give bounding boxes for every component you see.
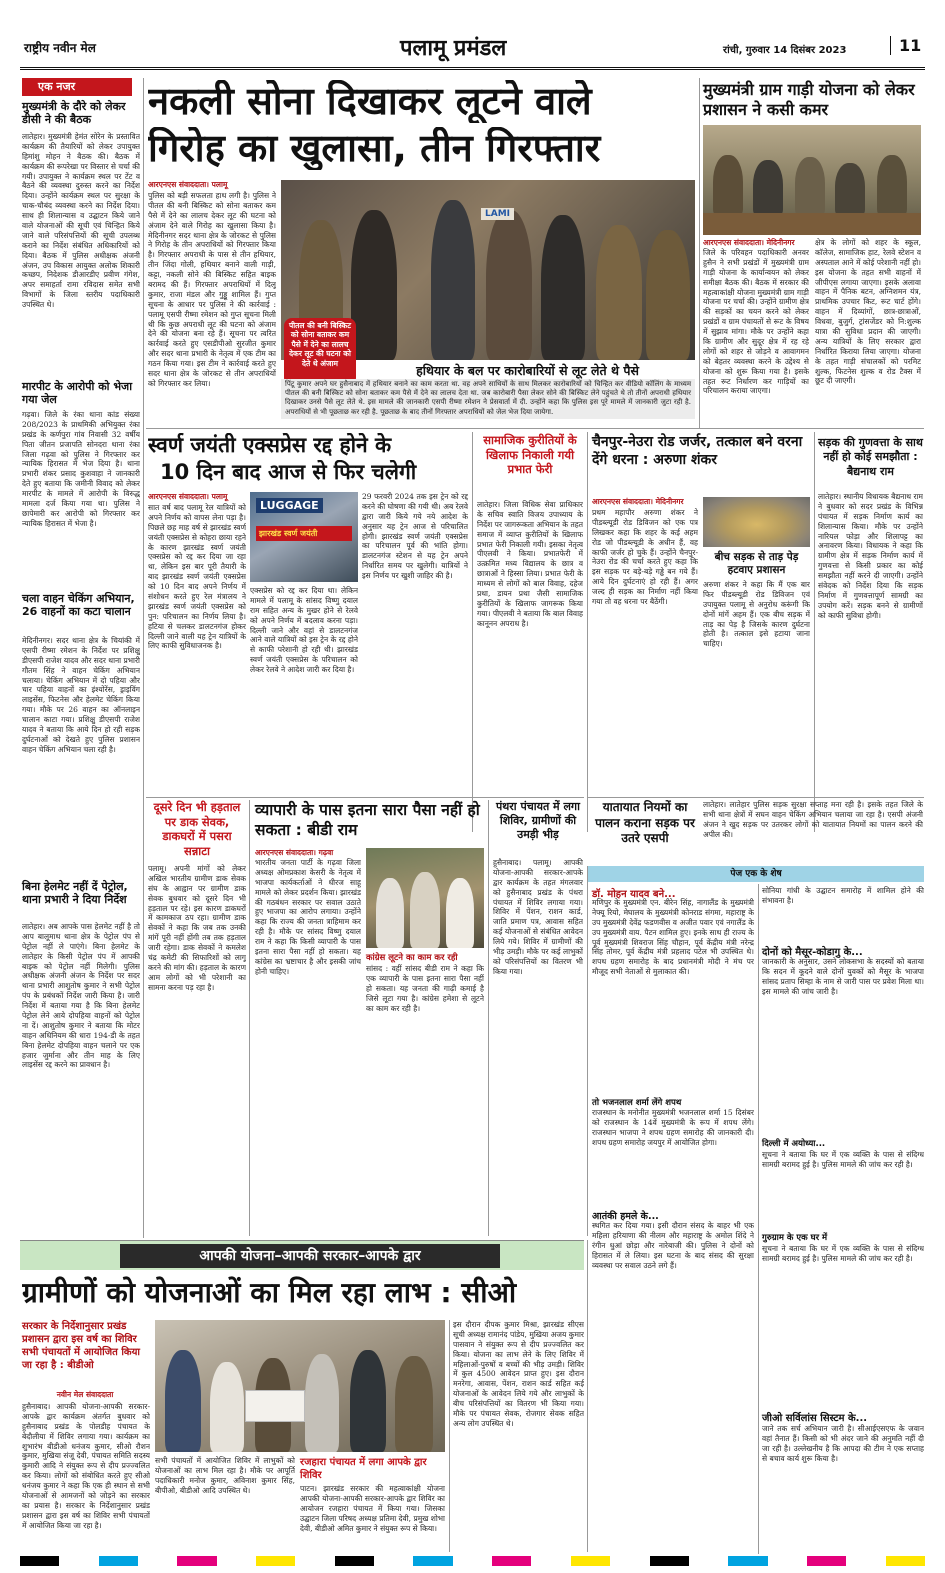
masthead	[20, 26, 925, 70]
lead-body: पुलिस को बड़ी सफलता हाथ लगी है। पुलिस ने पीतल की बनी बिस्किट को सोना बताकर कम पैसे में देने का लालच देकर लूट की घटना को अंजाम देने वाले गिरोह का खुलासा किया है। मेदिनीनगर सदर थाना क्षेत्र के जोरकट से पुलिस ने गिरोह के तीन अपराधियों को गिरफ्तार किया है। गिरफ्तार अपराधी के पास से तीन हथियार, तीन जिंदा गोली, हथियार बनाने वाली गाड़ी, कट्टा, नकली सोने की बिस्किट सहित बाइक बरामद की हैं। गिरफ्तार अपराधियों में दिलू कुमार, राजा मंडल और गुड्डू शामिल हैं। गुप्त सूचना के आधार पर पुलिस ने की कार्रवाई : पलामू एसपी रीष्मा रमेशन को गुप्त सूचना मिली थी कि कुछ अपराधी लूट की घटना को अंजाम देने की योजना बना रहे हैं। सूचना पर त्वरित कार्रवाई करते हुए एसडीपीओ सुरजीत कुमार और सदर थाना प्रभारी के नेतृत्व में एक टीम का गठन किया गया। इस टीम ने कार्रवाई करते हुए सदर थाना क्षेत्र के जोरकट से तीन अपराधियों को गिरफ्तार कर लिया।	[148, 191, 276, 388]
shesh-item-7-body: जाने तक सर्च अभियान जारी है। सीआईएसएफ के जवान वहां तैनात हैं। किसी को भी अंदर जाने की अनुमति नहीं दी जा रही है। उल्लेखनीय है कि आपदा की टीम ने एक सप्ताह से बचाव कार्य शुरू किया है।	[762, 1424, 924, 1463]
yatayat-headline: यातायात नियमों का पालन कराना सड़क पर उतरे एसपी	[595, 800, 695, 846]
column-divider	[249, 800, 250, 1236]
sadak-headline: सड़क की गुणवत्ता के साथ नहीं हो कोई समझौता : बैद्यनाथ राम	[818, 436, 923, 478]
shesh-item-7-title: जीओ सर्विलांस सिस्टम के...	[762, 1413, 868, 1424]
swarna-body-col2: एक्सप्रेस को रद्द कर दिया था। लेकिन मामले में पलामू के सांसद विष्णु दयाल राम सहित अन्य के मुखर होने से रेलवे को अपने निर्णय में बदलाव करना पड़ा। दिल्ली जाने और वहां से डालटनगंज आने वाले यात्रियों को इस ट्रेन के रद्द होने से काफी परेशानी हो रही थी। झारखंड स्वर्ण जयंती एक्सप्रेस के परिचालन को लेकर रेलवे ने आदेश जारी कर दिया है।	[250, 586, 358, 675]
co-body-4: इस दौरान दीपक कुमार मिश्रा, झारखंड सीएस सूची अध्यक्ष रामानंद पांडेय, मुखिया अजय कुमार पासवान ने संयुक्त रूप से दीप प्रज्ज्वलित कर किया। योजना का लाभ लेने के लिए शिविर में महिलाओं-पुरुषों व बच्चों की भीड़ उमड़ी। शिविर में कुल 4500 आवेदन प्राप्त हुए। इस दौरान मनरेगा, आवास, पेंशन, राशन कार्ड सहित कई योजनाओं के आवेदन लिये गये और लाभुकों के बीच परिसंपत्तियों का वितरण भी किया गया। मौके पर पंचायत सेवक, रोजगार सेवक सहित अन्य लोग उपस्थित थे।	[453, 1320, 584, 1428]
swarna-body-col3: 29 फरवरी 2024 तक इस ट्रेन को रद्द करने की घोषणा की गयी थी। अब रेलवे द्वारा जारी किये गये नये आदेश के अनुसार यह ट्रेन आज से परिचालित होगी। झारखंड स्वर्ण जयंती एक्सप्रेस का परिचालन पूर्व की भांति होगा। डालटनगंज स्टेशन से यह ट्रेन अपने निर्धारित समय पर खुलेगी। यात्रियों ने इस निर्णय पर खुशी जाहिर की है।	[362, 492, 468, 581]
yatayat-body: लातेहार। लातेहार पुलिस सड़क सुरक्षा सप्ताह मना रही है। इसके तहत जिले के सभी थाना क्षेत्रों में सघन वाहन चेकिंग अभियान चलाया जा रहा है। एसपी अंजनी अंजन ने खुद सड़क पर उतरकर लोगों को यातायात नियमों का पालन करने की अपील की।	[703, 800, 923, 839]
chainpur-photo-caption: बीच सड़क से ताड़ पेड़ हटवाए प्रशासन	[714, 551, 799, 577]
samajik-body: लातेहार। जिला विधिक सेवा प्राधिकार के सचिव स्वाति विजय उपाध्याय के निर्देश पर जागरूकता अभियान के तहत समाज में व्याप्त कुरीतियों के खिलाफ प्रभात फेरी निकाली गयी। इसका नेतृत्व पीएलवी ने किया। प्रभातफेरी में उत्क्रमित मध्य विद्यालय के छात्र व छात्राओं ने हिस्सा लिया। प्रभात फेरी के माध्यम से लोगों को बाल विवाह, दहेज प्रथा, डायन प्रथा जैसी सामाजिक कुरीतियों के खिलाफ जागरूक किया गया। पीएलवी ने बताया कि बाल विवाह कानूनन अपराध है।	[477, 500, 583, 628]
shesh-item-4-body: जानकारी के अनुसार, उसने लोकसभा के सदस्यों को बताया कि सदन में कूदने वाले दोनों युवकों को मैसूर के भाजपा सांसद प्रताप सिम्हा के नाम से जारी पास पर प्रवेश मिला था। इस मामले की जांच जारी है।	[762, 957, 924, 996]
train-board: झारखंड स्वर्ण जयंती	[256, 526, 352, 541]
ek-nazar-item-3-title: चला वाहन चेकिंग अभियान, 26 वाहनों का कटा चालान	[22, 592, 135, 619]
column-divider	[814, 432, 815, 832]
shesh-item-5-body: सूचना ने बताया कि घर में एक व्यक्ति के पास से संदिग्ध सामग्री बरामद हुई है। पुलिस मामले की जांच कर रही है।	[762, 1150, 924, 1169]
section-divider	[587, 797, 924, 798]
column-divider	[587, 1240, 588, 1552]
cm-gadi-byline: आरएनएस संवाददाता। मेदिनीनगर	[703, 238, 795, 247]
column-divider	[488, 800, 489, 1236]
luggage-sign: LUGGAGE	[256, 498, 323, 513]
dusre-din-headline: दूसरे दिन भी हड़ताल पर डाक सेवक, डाकघरों में पसरा सन्नाटा	[153, 800, 241, 859]
column-divider	[758, 884, 759, 1554]
vyapari-photo-caption: कांग्रेस लूटने का काम कर रही	[366, 953, 458, 963]
co-body-3: पाटन। झारखंड सरकार की महत्वाकांक्षी योजना आपकी योजना-आपकी सरकार-आपके द्वार शिविर का आयोजन रजहारा पंचायत में किया गया। जिसका उद्घाटन जिला परिषद अध्यक्ष प्रतिमा देवी, प्रमुख शोभा देवी, बीडीओ अमित कुमार ने संयुक्त रूप से किया।	[300, 1484, 445, 1533]
lead-photo-caption: हथियार के बल पर कारोबारियों से लूट लेते थे पैसे	[416, 363, 639, 378]
co-byline: नवीन मेल संवाददाता	[56, 1390, 114, 1399]
vyapari-byline: आरएनएस संवाददाता। गढ़वा	[255, 848, 334, 857]
shesh-item-3-title: आतंकी हमले के...	[592, 1211, 659, 1222]
shesh-item-2-body: राजस्थान के मनोनीत मुख्यमंत्री भजनलाल शर्मा 15 दिसंबर को राजस्थान के 14वें मुख्यमंत्री के रूप में शपथ लेंगे। राजस्थान भाजपा ने शपथ ग्रहण समारोह की जानकारी दी। शपथ ग्रहण समारोह जयपुर में आयोजित होगा।	[592, 1108, 754, 1147]
section-title: पलामू प्रमंडल	[400, 36, 507, 61]
ek-nazar-item-3-body: मेदिनीनगर। सदर थाना क्षेत्र के चियांकी में एसपी रीष्मा रमेशन के निर्देश पर प्रशिक्षु डीएसपी राजेश यादव और सदर थाना प्रभारी गौतम सिंह ने वाहन चेकिंग अभियान चलाया। चेकिंग अभियान में दो पहिया और चार पहिया वाहनों का इंश्योरेंस, ड्राइविंग लाइसेंस, फिटनेस और हेलमेट चेकिंग किया गया। मौके पर 26 वाहन का ऑनलाइन चालान काटा गया। प्रशिक्षु डीएसपी राजेश यादव ने बताया कि आये दिन हो रही सड़क दुर्घटनाओं को देखते हुए पुलिस प्रशासन वाहन चेकिंग अभियान चला रही है।	[22, 636, 140, 754]
chainpur-body: प्रथम महापौर अरुणा शंकर ने पीडब्ल्यूडी रोड डिविजन को एक पत्र लिखकर कहा कि शहर के कई अहम रोड जो पीडब्ल्यूडी के अधीन हैं, वह काफी जर्जर हो चुके हैं। उन्होंने चैनपुर-नेउरा रोड की चर्चा करते हुए कहा कि इस सड़क पर बड़े-बड़े गड्ढे बन गये हैं। आये दिन दुर्घटनाएं हो रही हैं। अगर जल्द ही सड़क का निर्माण नहीं किया गया तो वह धरना पर बैठेंगी।	[592, 508, 698, 607]
column-divider	[143, 78, 144, 1238]
panchayat-body: हुसैनाबाद। पलामू। आपकी योजना-आपकी सरकार-आपके द्वार कार्यक्रम के तहत मंगलवार को हुसैनाबाद प्रखंड के पंथरा पंचायत में शिविर लगाया गया। शिविर में पेंशन, राशन कार्ड, जाति प्रमाण पत्र, आवास सहित कई योजनाओं से संबंधित आवेदन लिये गये। शिविर में ग्रामीणों की भीड़ उमड़ी। मौके पर कई लाभुकों को परिसंपत्तियों का वितरण भी किया गया।	[493, 858, 583, 976]
lead-caption-body: पिंटू कुमार अपने घर हुसैनाबाद में हथियार बनाने का काम करता था. वह अपने साथियों के साथ मिलकर कारोबारियों को चिन्हित कर वीडियो कॉलिंग के माध्यम पीतल की बनी बिस्किट को सोना बताकर कम पैसे में देने का लालच देता था. जब कारोबारी पैसा लेकर सोने की बिस्किट लेने पहुंचते थे तो तीनों अपराधी हथियार दिखाकर उनसे पैसे लूट लेते थे. इस मामले की जानकारी एसपी रीष्मा रमेशन ने प्रेसवार्ता में दी. उन्होंने कहा कि पुलिस इस पूरे मामले में जानकारी जुटा रही है. अपराधियों से भी पूछताछ कर रही है. पूछताछ के बाद तीनों गिरफ्तार अपराधियों को जेल भेज दिया जायेगा.	[281, 379, 695, 419]
vyapari-body-2: सांसद : वहीं सांसद बीडी राम ने कहा कि एक व्यापारी के पास इतना सारा पैसा नहीं हो सकता। यह जनता की गाढ़ी कमाई है जिसे लूटा गया है। कांग्रेस हमेशा से लूटने का काम कर रही है।	[366, 964, 484, 1013]
chainpur-photo	[703, 497, 810, 547]
lead-byline: आरएनएस संवाददाता। पलामू	[148, 180, 228, 189]
co-kicker: सरकार के निर्देशानुसार प्रखंड प्रशासन द्वारा इस वर्ष का शिविर सभी पंचायतों में आयोजित किया जा रहा है : बीडीओ	[22, 1321, 140, 1371]
swarna-byline: आरएनएस संवाददाता। पलामू	[148, 492, 228, 501]
vyapari-headline: व्यापारी के पास इतना सारा पैसा नहीं हो सकता : बीडी राम	[255, 801, 480, 840]
vyapari-photo	[366, 848, 484, 948]
swarna-headline-line2: 10 दिन बाद आज से फिर चलेगी	[160, 460, 417, 484]
shesh-item-6-body: सूचना ने बताया कि घर में एक व्यक्ति के पास से संदिग्ध सामग्री बरामद हुई है। पुलिस मामले की जांच कर रही है।	[762, 1244, 924, 1263]
lead-headline-line1: नकली सोना दिखाकर लूटने वाले	[148, 80, 592, 123]
color-registration-strip	[20, 1556, 925, 1566]
co-body: हुसैनाबाद। आपकी योजना-आपकी सरकार-आपके द्वार कार्यक्रम अंतर्गत बुधवार को हुसैनाबाद प्रखंड के पोलडीह पंचायत के बेदौलीया में शिविर लगाया गया। कार्यक्रम का शुभारंभ बीडीओ धनंजय कुमार, सीओ रौशन कुमार, मुखिया संजू देवी, पंचायत समिति सदस्य कुमारी आदि ने संयुक्त रूप से दीप प्रज्ज्वलित कर किया। लोगों को संबोधित करते हुए सीओ धनंजय कुमार ने कहा कि एक ही स्थान से सभी योजनाओं से आमजनों को जोड़ने का सरकार का प्रयास है। सरकार के निर्देशानुसार प्रखंड प्रशासन द्वारा इस वर्ष का शिविर सभी पंचायतों में आयोजित किया जा रहा है।	[22, 1402, 150, 1530]
yojana-banner	[20, 1240, 584, 1270]
sadak-body: लातेहार। स्थानीय विधायक बैद्यनाथ राम ने बुधवार को सदर प्रखंड के विभिन्न पंचायत में सड़क निर्माण कार्य का शिलान्यास किया। मौके पर उन्होंने नारियल फोड़ा और शिलापट्ट का अनावरण किया। विधायक ने कहा कि ग्रामीण क्षेत्र में सड़क निर्माण कार्य में गुणवत्ता से किसी प्रकार का कोई समझौता नहीं करने दी जाएगी। उन्होंने संवेदक को निर्देश दिया कि सड़क निर्माण में गुणवत्तापूर्ण सामग्री का उपयोग करें। सड़क बनने से ग्रामीणों को काफी सुविधा होगी।	[818, 492, 923, 620]
shesh-band: पेज एक के शेष	[588, 866, 924, 882]
column-divider	[472, 432, 473, 832]
swarna-headline-line1: स्वर्ण जयंती एक्सप्रेस रद्द होने के	[148, 433, 392, 457]
cm-gadi-body-2: क्षेत्र के लोगों को शहर के स्कूल, कॉलेज, सामाजिक हाट, रेलवे स्टेशन व अस्पताल आने में कोई परेशानी नहीं हो। इस योजना के तहत सभी वाहनों में जीपीएस लगाया जाएगा। इसके अलावा वाहन में पैनिक बटन, अग्निशमन यंत्र, प्राथमिक उपचार किट, रूट चार्ट होंगे। वाहन में दिव्यांगों, छात्र-छात्राओं, विधवा, बुजुर्ग, ट्रांसजेंडर को नि:शुल्क यात्रा की सुविधा प्रदान की जाएगी। अन्य यात्रियों के लिए सरकार द्वारा निर्धारित किराया लिया जाएगा। योजना के तहत गाड़ी संचालकों को परमिट शुल्क, फिटनेस शुल्क व रोड टैक्स में छूट दी जाएगी।	[815, 238, 921, 386]
chainpur-body-2: अरुणा शंकर ने कहा कि मैं एक बार फिर पीडब्ल्यूडी रोड डिविजन एवं उपायुक्त पलामू से अनुरोध करूंगी कि दोनों मांगें अहम हैं। एक बीच सड़क में ताड़ का पेड़ है जिसके कारण दुर्घटना होती है। तत्काल इसे हटाया जाना चाहिए।	[703, 580, 810, 649]
chainpur-byline: आरएनएस संवाददाता। मेदिनीनगर	[592, 497, 684, 506]
section-divider	[146, 797, 584, 798]
ek-nazar-label: एक नजर	[22, 78, 132, 96]
shesh-item-3-body: स्थगित कर दिया गया। इसी दौरान संसद के बाहर भी एक महिला हरियाणा की नीलम और महाराष्ट्र के अमोल शिंदे ने रंगीन धुआं छोड़ा और नारेबाजी की। पुलिस ने दोनों को हिरासत में ले लिया। इस घटना के बाद संसद की सुरक्षा व्यवस्था पर सवाल उठने लगे हैं।	[592, 1221, 754, 1270]
ek-nazar-item-2-title: मारपीट के आरोपी को भेजा गया जेल	[22, 380, 133, 407]
co-headline: ग्रामीणों को योजनाओं का मिल रहा लाभ : सीओ	[22, 1276, 517, 1309]
ek-nazar-item-1-body: लातेहार। मुख्यमंत्री हेमंत सोरेन के प्रस्तावित कार्यक्रम की तैयारियों को लेकर उपायुक्त हिमांशु मोहन ने बैठक की। बैठक में कार्यक्रम की रूपरेखा पर विस्तार से चर्चा की गयी। उपायुक्त ने कार्यक्रम स्थल पर टेंट व बैठने की व्यवस्था दुरुस्त करने का निर्देश दिया। उन्होंने कार्यक्रम स्थल पर सुरक्षा के चाक-चौबंद व्यवस्था करने का निर्देश दिया। साथ ही शिलान्यास व उद्घाटन किये जाने वाले योजनाओं की सूची एवं चिन्हित किये जाने वाले परिसंपत्तियों की सूची उपलब्ध कराने का निर्देश संबंधित अधिकारियों को दिया। बैठक में पुलिस अधीक्षक अंजनी अंजन, उप विकास आयुक्त अलोक शिकारी कच्छप, निदेशक डीआरडीए प्रवीण गंगेश, अपर समाहर्ता रामा रविदास समेत सभी विभागों के जिला स्तरीय पदाधिकारी उपस्थित थे।	[22, 132, 140, 310]
shesh-item-4-title: दोनों को मैसूर-कोडागु के...	[762, 947, 863, 958]
swarna-photo	[250, 492, 358, 582]
panchayat-headline: पंथरा पंचायत में लगा शिविर, ग्रामीणों की उमड़ी भीड़	[496, 800, 580, 842]
cm-gadi-body: जिले के परिवहन पदाधिकारी अनवर हुसैन ने सभी प्रखंडों में मुख्यमंत्री ग्राम गाड़ी योजना के कार्यान्वयन को लेकर समीक्षा बैठक की। बैठक में सरकार की महत्वाकांक्षी योजना मुख्यमंत्री ग्राम गाड़ी योजना पर चर्चा की। उन्होंने ग्रामीण क्षेत्र की सड़कों का चयन करने को लेकर प्रखंडों व ग्राम पंचायतों से रूट के विषय में सुझाव मांगा। मौके पर उन्होंने कहा कि ग्रामीण और सुदूर क्षेत्र में रह रहे लोगों को शहर से जोड़ने व आवागमन को बेहतर व्यवस्था करने के उद्देश्य से योजना को शुरू किया गया है। इसके तहत रूट निर्धारण कर गाड़ियों का परिचालन कराया जाएगा।	[703, 248, 809, 396]
ek-nazar-item-4-body: लातेहार। अब आपके पास हेलमेट नहीं है तो आप बालूमाथ थाना क्षेत्र के पेट्रोल पंप से पेट्रोल नहीं ले पाएंगे। बिना हेलमेट के लातेहार के किसी पेट्रोल पंप में आपकी बाइक को पेट्रोल नहीं मिलेगी। पुलिस अधीक्षक अंजनी अंजन के निर्देश पर सदर थाना प्रभारी आशुतोष कुमार ने सभी पेट्रोल पंप के प्रबंधकों निर्देश जारी किया है। जारी निर्देश में बताया गया है कि बिना हेलमेट पेट्रोल लेने आये दोपहिया वाहनों को पेट्रोल ना दें। आशुतोष कुमार ने बताया कि मोटर वाहन अधिनियम की धारा 194-डी के तहत बिना हेलमेट दोपहिया वाहन चलाने पर एक हजार जुर्माना और तीन माह के लिए लाइसेंस रद्द करने का प्रावधान है।	[22, 922, 140, 1070]
co-body-2: सभी पंचायतों में आयोजित शिविर में लाभुकों को योजनाओं का लाभ मिल रहा है। मौके पर आपूर्ति पदाधिकारी मनोज कुमार, अविनाश कुमार सिंह, बीपीओ, बीडीओ आदि उपस्थित थे।	[155, 1456, 295, 1495]
column-divider	[449, 1320, 450, 1552]
shesh-item-6-title: गुरुग्राम के एक घर में	[762, 1233, 828, 1243]
co-photo	[155, 1320, 445, 1452]
cm-gadi-photo	[703, 125, 921, 235]
brand-name: राष्ट्रीय नवीन मेल	[24, 41, 96, 55]
yojana-banner-text: आपकी योजना–आपकी सरकार–आपके द्वार	[120, 1244, 500, 1268]
ek-nazar-item-2-body: गढ़वा। जिले के रंका थाना कांड संख्या 208/2023 के प्राथमिकी अभियुक्त रंका प्रखंड के कर्णपुरा गांव निवासी 32 वर्षीय पिता जीतन प्रजापति सोनदरा थाना रंका जिला गढ़वा को पुलिस ने गिरफ्तार कर न्यायिक हिरासत में भेज दिया है। थाना प्रभारी शंकर प्रसाद कुशवाहा ने जानकारी देते हुए बताया कि जमीनी विवाद को लेकर मारपीट के मामले में आरोपी के विरुद्ध मामला दर्ज किया गया था। पुलिस ने छापेमारी कर आरोपी को गिरफ्तार कर न्यायिक हिरासत में भेजा है।	[22, 410, 140, 528]
page-number: 11	[890, 36, 921, 55]
rajhara-caption: रजहारा पंचायत में लगा आपके द्वार शिविर	[300, 1457, 427, 1481]
ek-nazar-item-4-title: बिना हेलमेट नहीं दें पेट्रोल, थाना प्रभारी ने दिया निर्देश	[22, 880, 128, 907]
lead-headline-line2: गिरोह का खुलासा, तीन गिरफ्तार	[148, 127, 601, 170]
swarna-body: सात वर्ष बाद पलामू रेल यात्रियों को अपने निर्णय को वापस लेना पड़ा है। पिछले छह माह वर्ष से झारखंड स्वर्ण जयंती एक्सप्रेस से कोहरा छाया रहने के कारण झारखंड स्वर्ण जयंती एक्सप्रेस को रद्द कर दिया जा रहा था, लेकिन इस बार पूरी तैयारी के बाद झारखंड स्वर्ण जयंती एक्सप्रेस को 10 दिन बाद अपने निर्णय में संशोधन करते हुए रेल मंत्रालय ने झारखंड स्वर्ण जयंती एक्सप्रेस को पुन: परिचालन का निर्णय लिया है। हटिया से चलकर डालटनगंज होकर दिल्ली जाने वाली यह ट्रेन यात्रियों के लिए काफी सुविधाजनक है।	[148, 503, 246, 651]
dateline: रांची, गुरुवार 14 दिसंबर 2023	[723, 45, 847, 56]
shesh-item-1-continued: सोनिया गांधी के उद्घाटन समारोह में शामिल होने की संभावना है।	[762, 886, 924, 905]
dusre-din-body: पलामू। अपनी मांगों को लेकर अखिल भारतीय ग्रामीण डाक सेवक संघ के आह्वान पर ग्रामीण डाक सेवक बुधवार को दूसरे दिन भी हड़ताल पर रहे। इस कारण डाकघरों में कामकाज ठप रहा। ग्रामीण डाक सेवकों ने कहा कि जब तक उनकी मांगें पूरी नहीं होंगी तब तक हड़ताल जारी रहेगा। डाक सेवकों ने कमलेश चंद्र कमेटी की सिफारिशों को लागू करने की मांग की। हड़ताल के कारण आम लोगों को भी परेशानी का सामना करना पड़ रहा है।	[148, 864, 246, 992]
lami-banner: LAMI	[481, 208, 514, 220]
cm-gadi-headline: मुख्यमंत्री ग्राम गाड़ी योजना को लेकर प्रशासन ने कसी कमर	[703, 80, 915, 119]
shesh-item-5-title: दिल्ली में अयोध्या...	[762, 1139, 826, 1149]
samajik-headline: सामाजिक कुरीतियों के खिलाफ निकाली गयी प्रभात फेरी	[483, 433, 577, 477]
column-divider	[587, 432, 588, 832]
shesh-item-2-title: तो भजनलाल शर्मा लेंगे शपथ	[592, 1098, 682, 1108]
shesh-item-1-body: मणिपुर के मुख्यमंत्री एन. बीरेन सिंह, नागालैंड के मुख्यमंत्री नेफ्यू रियो, मेघालय के मुख्यमंत्री कोनराड संगमा, महाराष्ट्र के उप मुख्यमंत्री देवेंद्र फडणवीस व अजीत पवार एवं नगालैंड के उप मुख्यमंत्री वाय. पैटन शामिल हुए। इनके साथ ही राज्य के पूर्व मुख्यमंत्री शिवराज सिंह चौहान, पूर्व केंद्रीय मंत्री नरेन्द्र सिंह तोमर, पूर्व केंद्रीय मंत्री प्रहलाद पटेल भी उपस्थित थे। शपथ ग्रहण समारोह के बाद प्रधानमंत्री मोदी ने मंच पर मौजूद सभी नेताओं से मुलाकात की।	[592, 898, 754, 977]
column-divider	[699, 78, 700, 428]
chainpur-headline: चैनपुर-नेउरा रोड जर्जर, तत्काल बने वरना देंगे धरना : अरुणा शंकर	[592, 434, 803, 469]
ek-nazar-item-1-title: मुख्यमंत्री के दौरे को लेकर डीसी ने की बैठक	[22, 100, 126, 127]
vyapari-body: भारतीय जनता पार्टी के गढ़वा जिला अध्यक्ष ओमप्रकाश केसरी के नेतृत्व में भाजपा कार्यकर्ताओं ने धीरज साहू मामले को लेकर प्रदर्शन किया। झारखंड की गठबंधन सरकार पर सवाल उठाते हुए भाजपा का आरोप लगाया। उन्होंने कहा कि राज्य की जनता त्राहिमाम कर रही है। मौके पर सांसद विष्णु दयाल राम ने कहा कि किसी व्यापारी के पास इतना सारा पैसा नहीं हो सकता। यह कांग्रेस का भ्रष्टाचार है और इसकी जांच होनी चाहिए।	[255, 858, 361, 976]
section-divider	[146, 428, 924, 429]
lead-photo-tag: पीतल की बनी बिस्किट को सोना बताकर कम पैसे में देने का लालच देकर लूट की घटना को देते थे अंजाम	[284, 318, 356, 386]
shesh-item-1-title: डॉ. मोहन यादव बने...	[592, 889, 676, 900]
column-divider	[587, 866, 588, 1236]
